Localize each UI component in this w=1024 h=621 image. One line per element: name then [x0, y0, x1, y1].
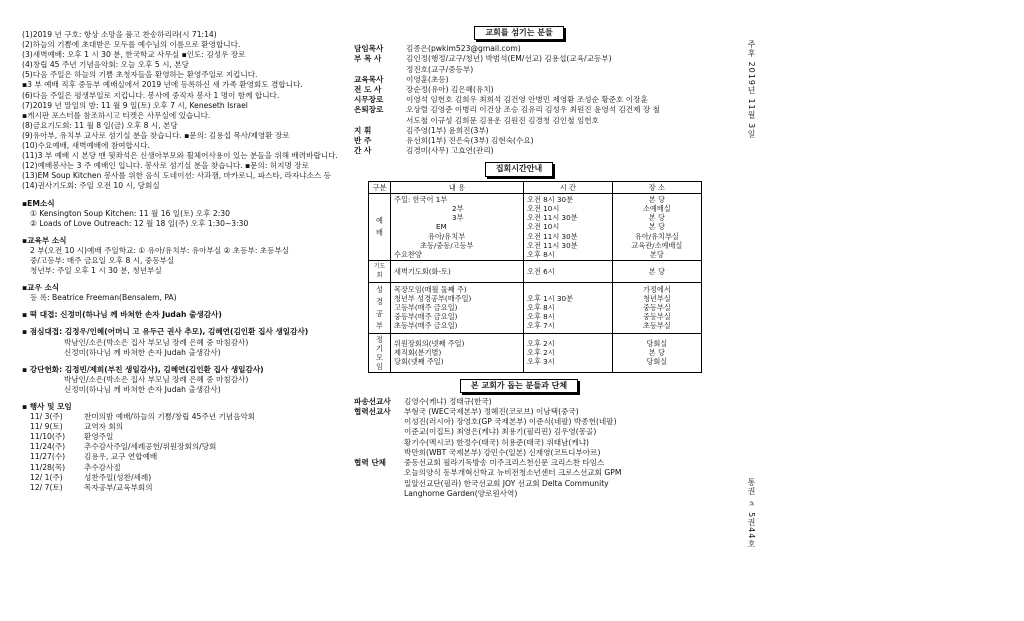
meeting-item: 제직회(분기별) — [394, 348, 442, 358]
servant-row — [354, 95, 684, 105]
prayer-time: 오전 6시 — [524, 261, 613, 282]
event-row — [22, 483, 342, 493]
event-text: 찬미의밤 예배/하늘의 기쁨/창립 45주년 기념음악회 — [84, 412, 256, 422]
worship-time-item: 오전 8시 30분 — [527, 194, 574, 204]
vertical-label: 정 기 모 임 — [376, 334, 383, 371]
study-place — [612, 282, 701, 333]
notice-line: (12)예배봉사는 3 주 예배인 입니다. 봉사로 섬기실 분을 찾습니다. ▪문의: 허지명 장로 — [22, 161, 309, 171]
altar-line: 박남인/소은(박소은 집사 부모님 장례 은혜 중 마침감사) — [64, 374, 249, 384]
servant-names: 장순정(유아) 김은혜(유치) — [406, 85, 494, 95]
lunch-line: 박남인/소은(박소은 집사 부모님 장례 은혜 중 마침감사) — [64, 337, 249, 347]
mission-names: 부형국 (WEC국제본부) 정혜진(코로브) 이남택(중국) — [404, 407, 579, 417]
study-time-item: 오후 1시 30분 — [527, 293, 574, 303]
servant-names-cont: 서도철 이규성 김희문 김용운 김원진 김경청 김인철 임헌호 — [406, 115, 599, 125]
lunch-line: 신정미(하나님 께 바쳐한 손자 Judah 출생감사) — [64, 347, 221, 357]
notices-list — [22, 30, 342, 192]
notice-line: (7)2019 년 말일의 밤: 11 월 9 일(토) 오후 7 시, Keneseth Israel — [22, 100, 248, 110]
servant-role: 지 휘 — [354, 125, 372, 135]
study-item: 초등부(매주 금요일) — [394, 321, 458, 331]
edu-news-title: ▪교육부 소식 — [22, 235, 67, 245]
em-news-item: ① Kensington Soup Kitchen: 11 월 16 일(토) 오후 2:30 — [30, 208, 230, 218]
servant-role: 반 주 — [354, 136, 372, 146]
servant-names: 이영석 임헌호 김희우 최희석 김건영 안병민 제영환 조성순 황준호 이장훈 — [406, 95, 648, 105]
worship-place-item: 본 당 — [648, 222, 665, 232]
em-news-list — [22, 209, 342, 229]
lunch-lines — [22, 338, 342, 358]
event-date: 11/27(수) — [30, 452, 66, 462]
col-content: 내 용 — [391, 181, 524, 193]
servant-row — [354, 85, 684, 95]
worship-time-item: 오전 11시 30분 — [527, 240, 578, 250]
meeting-place-item: 본 당 — [648, 348, 665, 358]
vertical-label: 예 배 — [376, 216, 383, 238]
mission-names-cont: 이성진(러시아) 장영호(GP 국제본부) 이준식(네팔) 박종헌(네팔) — [404, 417, 617, 427]
worship-place-item: 교육관/소예배실 — [631, 240, 683, 250]
member-news-item: 등 록: Beatrice Freeman(Bensalem, PA) — [30, 293, 177, 303]
worship-place-item: 본당 — [649, 250, 664, 260]
event-date: 11/ 9(토) — [30, 422, 63, 432]
study-label — [369, 282, 391, 333]
servant-role: 담임목사 — [354, 44, 384, 54]
event-text: 환영주일 — [84, 432, 114, 442]
altar-lines — [22, 375, 342, 395]
study-time-item: 오후 7시 — [527, 321, 555, 331]
meeting-time-item: 오후 2시 — [527, 348, 555, 358]
event-row — [22, 442, 342, 452]
servant-names: 오상렬 김영준 이병리 이건상 조승 김유리 김성우 최원진 윤영석 김건제 장 철 — [406, 105, 660, 115]
servant-row — [354, 136, 684, 146]
servant-row — [354, 44, 684, 54]
servant-role: 부 목 사 — [354, 54, 382, 64]
study-place-item: 가정에서 — [642, 284, 671, 294]
worship-label — [369, 193, 391, 260]
meeting-place-item: 당회실 — [646, 338, 668, 348]
servant-role: 간 사 — [354, 146, 372, 156]
notice-line: (4)창립 45 주년 기념음악회: 오늘 오후 5 시, 본당 — [22, 60, 189, 70]
mission-names-cont: 오늘의양식 동부개혁신학교 뉴비전청소년센터 크로스선교회 GPM — [404, 468, 622, 478]
worship-item: 유아/유치부 — [428, 231, 466, 241]
servant-row — [354, 54, 684, 64]
event-row — [22, 473, 342, 483]
announcements-column — [22, 30, 342, 493]
mission-row — [354, 397, 684, 407]
study-item: 중등부(매주 금요일) — [394, 312, 458, 322]
edu-news-list — [22, 246, 342, 276]
event-text: 성찬주일(성찬/세례) — [84, 472, 152, 482]
mission-names-cont: 박만희(WBT 국제본부) 강민수(일본) 신재영(코트디부아르) — [404, 447, 601, 457]
schedule-table — [368, 181, 702, 373]
worship-time-item: 오전 11시 30분 — [527, 213, 578, 223]
member-news-list — [22, 293, 342, 303]
servant-names: 김주영(1부) 윤희진(3부) — [406, 125, 489, 135]
meeting-place-item: 당회실 — [646, 357, 668, 367]
worship-content — [391, 193, 524, 260]
study-item: 목장모임(매월 둘째 주) — [394, 284, 467, 294]
meeting-time-item: 오후 3시 — [527, 357, 555, 367]
servants-title: 교회를 섬기는 분들 — [474, 26, 563, 40]
servant-names: 김인정(행정/교구/청년) 박범석(EM/선교) 김용섭(교육/교등부) — [406, 54, 612, 64]
worship-place-item: 소예배실 — [642, 204, 671, 214]
notice-line: ▪3 부 예배 직후 중등부 예배실에서 2019 년에 등록하신 새 가족 환영회도 겸합니다. — [22, 80, 303, 90]
event-date: 12/ 7(토) — [30, 482, 63, 492]
servants-list — [354, 44, 684, 156]
event-text: 교역자 회의 — [84, 422, 124, 432]
event-text: 목자공부/교육부회의 — [84, 482, 153, 492]
servant-names: 김경미(사무) 고효연(관리) — [406, 146, 494, 156]
notice-line: (3)새벽예배: 오후 1 시 30 분, 한국학교 사무실 ▪인도: 김성우 장로 — [22, 50, 246, 60]
study-time-item — [527, 285, 609, 294]
worship-row — [369, 193, 702, 260]
notice-line: (11)3 부 예배 시 본당 맨 뒷좌석은 신생아부모와 휠체어사용이 있는 분들을 위해 배려바랍니다. — [22, 151, 338, 161]
servant-role: 은퇴장로 — [354, 105, 384, 115]
mission-role: 파송선교사 — [354, 396, 391, 406]
col-time: 시 간 — [524, 181, 613, 193]
col-category: 구분 — [369, 181, 391, 193]
study-item: 고등부(매주 금요일) — [394, 303, 458, 313]
mission-role: 협력 단체 — [354, 458, 386, 468]
notice-line: (6)다음 주일은 평생부일로 지킵니다. 봉사에 중직자 봉사 1 명이 함께 합니다. — [22, 90, 280, 100]
mission-names: 중동선교회 필라기독방송 미주크리스천신문 크리스찬 타임스 — [404, 458, 605, 468]
worship-time-item: 오전 10시 — [527, 204, 560, 214]
worship-item: 2부 — [452, 204, 464, 214]
event-date: 12/ 1(주) — [30, 472, 63, 482]
servant-role: 시무장로 — [354, 95, 384, 105]
mission-title: 본 교회가 돕는 분들과 단체 — [460, 379, 578, 393]
edu-news-item: 청년부: 주일 오후 1 시 30 분, 청년부실 — [30, 266, 162, 276]
event-date: 11/24(주) — [30, 442, 66, 452]
study-item: 청년부 성경공부(매주일) — [394, 293, 472, 303]
study-content — [391, 282, 524, 333]
notice-line: (9)유아부, 유치부 교사로 섬기실 분을 찾습니다. ▪문의: 김용섭 목사/제영환 장로 — [22, 130, 290, 140]
worship-place-item: 본 당 — [648, 213, 665, 223]
mission-names-cont: 황기수(멕시코) 한정수(태국) 허용준(태국) 위태남(케냐) — [404, 437, 589, 447]
notice-line: (1)2019 년 구호: 항상 소망을 품고 찬송하리라(시 71:14) — [22, 30, 217, 39]
study-time — [524, 282, 613, 333]
notice-line: (14)권사기도회: 주일 오전 10 시, 당회실 — [22, 181, 160, 191]
meeting-content — [391, 333, 524, 372]
em-news-item: ② Loads of Love Outreach: 12 월 18 일(주) 오후 1:30~3:30 — [30, 218, 249, 228]
rice-cake-line: ▪ 떡 대접: 신정미(하나님 께 바쳐한 손자 Judah 출생감사) — [22, 310, 222, 320]
meeting-row — [369, 333, 702, 372]
altar-head: ▪ 강단헌화: 김정빈/제희(부친 생일감사), 김혜연(김인환 집사 생일감사) — [22, 364, 264, 374]
study-time-item: 오후 8시 — [527, 312, 555, 322]
notice-line: (8)금요기도회: 11 월 8 일(금) 오후 8 시, 본당 — [22, 120, 178, 130]
event-row — [22, 422, 342, 432]
event-text: 추수감사주일/세례공헌/위원장회의/당회 — [84, 442, 217, 452]
schedule-header-row — [369, 181, 702, 193]
meeting-time-item: 오후 2시 — [527, 338, 555, 348]
mission-row — [354, 407, 684, 417]
notice-line: ▪게시판 포스터를 참조하시고 티켓은 사무실에 있습니다. — [22, 110, 211, 120]
notice-line: (2)하늘의 기쁨에 초대받은 모두를 예수님의 이름으로 환영합니다. — [22, 40, 241, 50]
lunch-head: ▪ 점심대접: 김정우/인혜(어머니 고 유두근 권사 추모), 김혜연(김인환 집사 생일감사) — [22, 327, 309, 337]
church-info-column — [354, 22, 684, 499]
schedule-title: 집회시간안내 — [485, 162, 553, 176]
event-date: 11/10(주) — [30, 432, 66, 442]
servant-row — [354, 75, 684, 85]
meeting-item: 위원장회의(넷째 주일) — [394, 338, 465, 348]
worship-item: EM — [436, 222, 447, 232]
notice-line: (5)다음 주일은 하늘의 기쁨 초청자들을 환영하는 환영주일로 지킵니다. — [22, 70, 258, 80]
mission-names-cont: Langhorne Garden(양로원사역) — [404, 488, 518, 498]
event-date: 11/ 3(주) — [30, 412, 63, 422]
events-list — [22, 412, 342, 493]
mission-names: 김영수(케냐) 정태규(한국) — [404, 396, 492, 406]
bulletin-date: 주후 2019년 11월 3일 — [747, 40, 756, 139]
worship-item: 초등/중등/고등부 — [420, 240, 474, 250]
worship-time — [524, 193, 613, 260]
servant-names: 김종은(pwkim523@gmail.com) — [406, 44, 521, 54]
servant-names-cont: 정진호(교구/중등부) — [406, 64, 474, 74]
study-time-item: 오후 8시 — [527, 303, 555, 313]
col-place: 장 소 — [612, 181, 701, 193]
mission-role: 협력선교사 — [354, 407, 391, 417]
mission-list — [354, 397, 684, 499]
prayer-place: 본 당 — [612, 261, 701, 282]
mission-names-cont: 이준교(이집트) 최영은(케냐) 최용기(필리핀) 김우영(몽골) — [404, 427, 597, 437]
worship-place-item: 유아/유치부실 — [634, 231, 679, 241]
meeting-item: 당회(넷째 주일) — [394, 357, 444, 367]
event-row — [22, 432, 342, 442]
event-row — [22, 412, 342, 422]
study-row — [369, 282, 702, 333]
worship-item: 주일: 한국어 1부 — [394, 194, 448, 204]
study-place-item: 청년부실 — [642, 293, 671, 303]
worship-place-item: 본 당 — [648, 194, 665, 204]
study-place-item: 초등부실 — [642, 321, 671, 331]
event-date: 11/28(목) — [30, 462, 66, 472]
notice-line: (10)수요예배, 새벽예배에 참여합시다. — [22, 141, 150, 151]
em-news-title: ▪EM소식 — [22, 198, 55, 208]
prayer-row — [369, 261, 702, 282]
servant-row — [354, 105, 684, 115]
study-place-item: 중등부실 — [642, 303, 671, 313]
member-news-title: ▪교우 소식 — [22, 283, 60, 293]
prayer-label: 기도회 — [369, 261, 391, 282]
servant-role: 교육목사 — [354, 74, 384, 84]
worship-place — [612, 193, 701, 260]
notice-line: (13)EM Soup Kitchen 봉사를 위한 음식 도네이션: 사과잼, 마카로니, 파스타, 라자냐소스 등 — [22, 171, 331, 181]
event-row — [22, 463, 342, 473]
meeting-time — [524, 333, 613, 372]
event-text: 추수감사절 — [84, 462, 121, 472]
edu-news-item: 중/고등부: 매주 금요일 오후 8 시, 중등부실 — [30, 255, 175, 265]
servant-role: 전 도 사 — [354, 85, 382, 95]
bulletin-volume: 통권 ㅊ 5권44호 — [747, 478, 756, 549]
servant-names: 유선희(1부) 진은숙(3부) 김현숙(수요) — [406, 136, 534, 146]
worship-time-item: 오후 8시 — [527, 250, 555, 260]
worship-item: 수요찬양 — [394, 250, 422, 260]
study-place-item: 중등부실 — [642, 312, 671, 322]
vertical-label: 성 경 공 부 — [376, 284, 383, 330]
servant-names: 이영훈(초등) — [406, 74, 449, 84]
mission-names-cont: 밀알선교단(필라) 한국선교회 JOY 선교회 Delta Community — [404, 478, 609, 488]
worship-time-item: 오전 11시 30분 — [527, 231, 578, 241]
altar-line: 신정미(하나님 께 바쳐한 손자 Judah 출생감사) — [64, 384, 221, 394]
servant-row — [354, 146, 684, 156]
events-title: ▪ 행사 및 모임 — [22, 402, 72, 411]
event-text: 김용우, 교구 연합예배 — [84, 452, 158, 462]
event-row — [22, 452, 342, 462]
servant-row — [354, 126, 684, 136]
meeting-place — [612, 333, 701, 372]
prayer-content: 새벽기도회(화-토) — [391, 261, 524, 282]
worship-time-item: 오전 10시 — [527, 222, 560, 232]
mission-row — [354, 458, 684, 468]
meeting-label — [369, 333, 391, 372]
edu-news-item: 2 부(오전 10 시)예배 주일학교: ① 유아/유치부: 유아부실 ② 초등부: 초등부실 — [30, 245, 290, 255]
worship-item: 3부 — [452, 213, 464, 223]
